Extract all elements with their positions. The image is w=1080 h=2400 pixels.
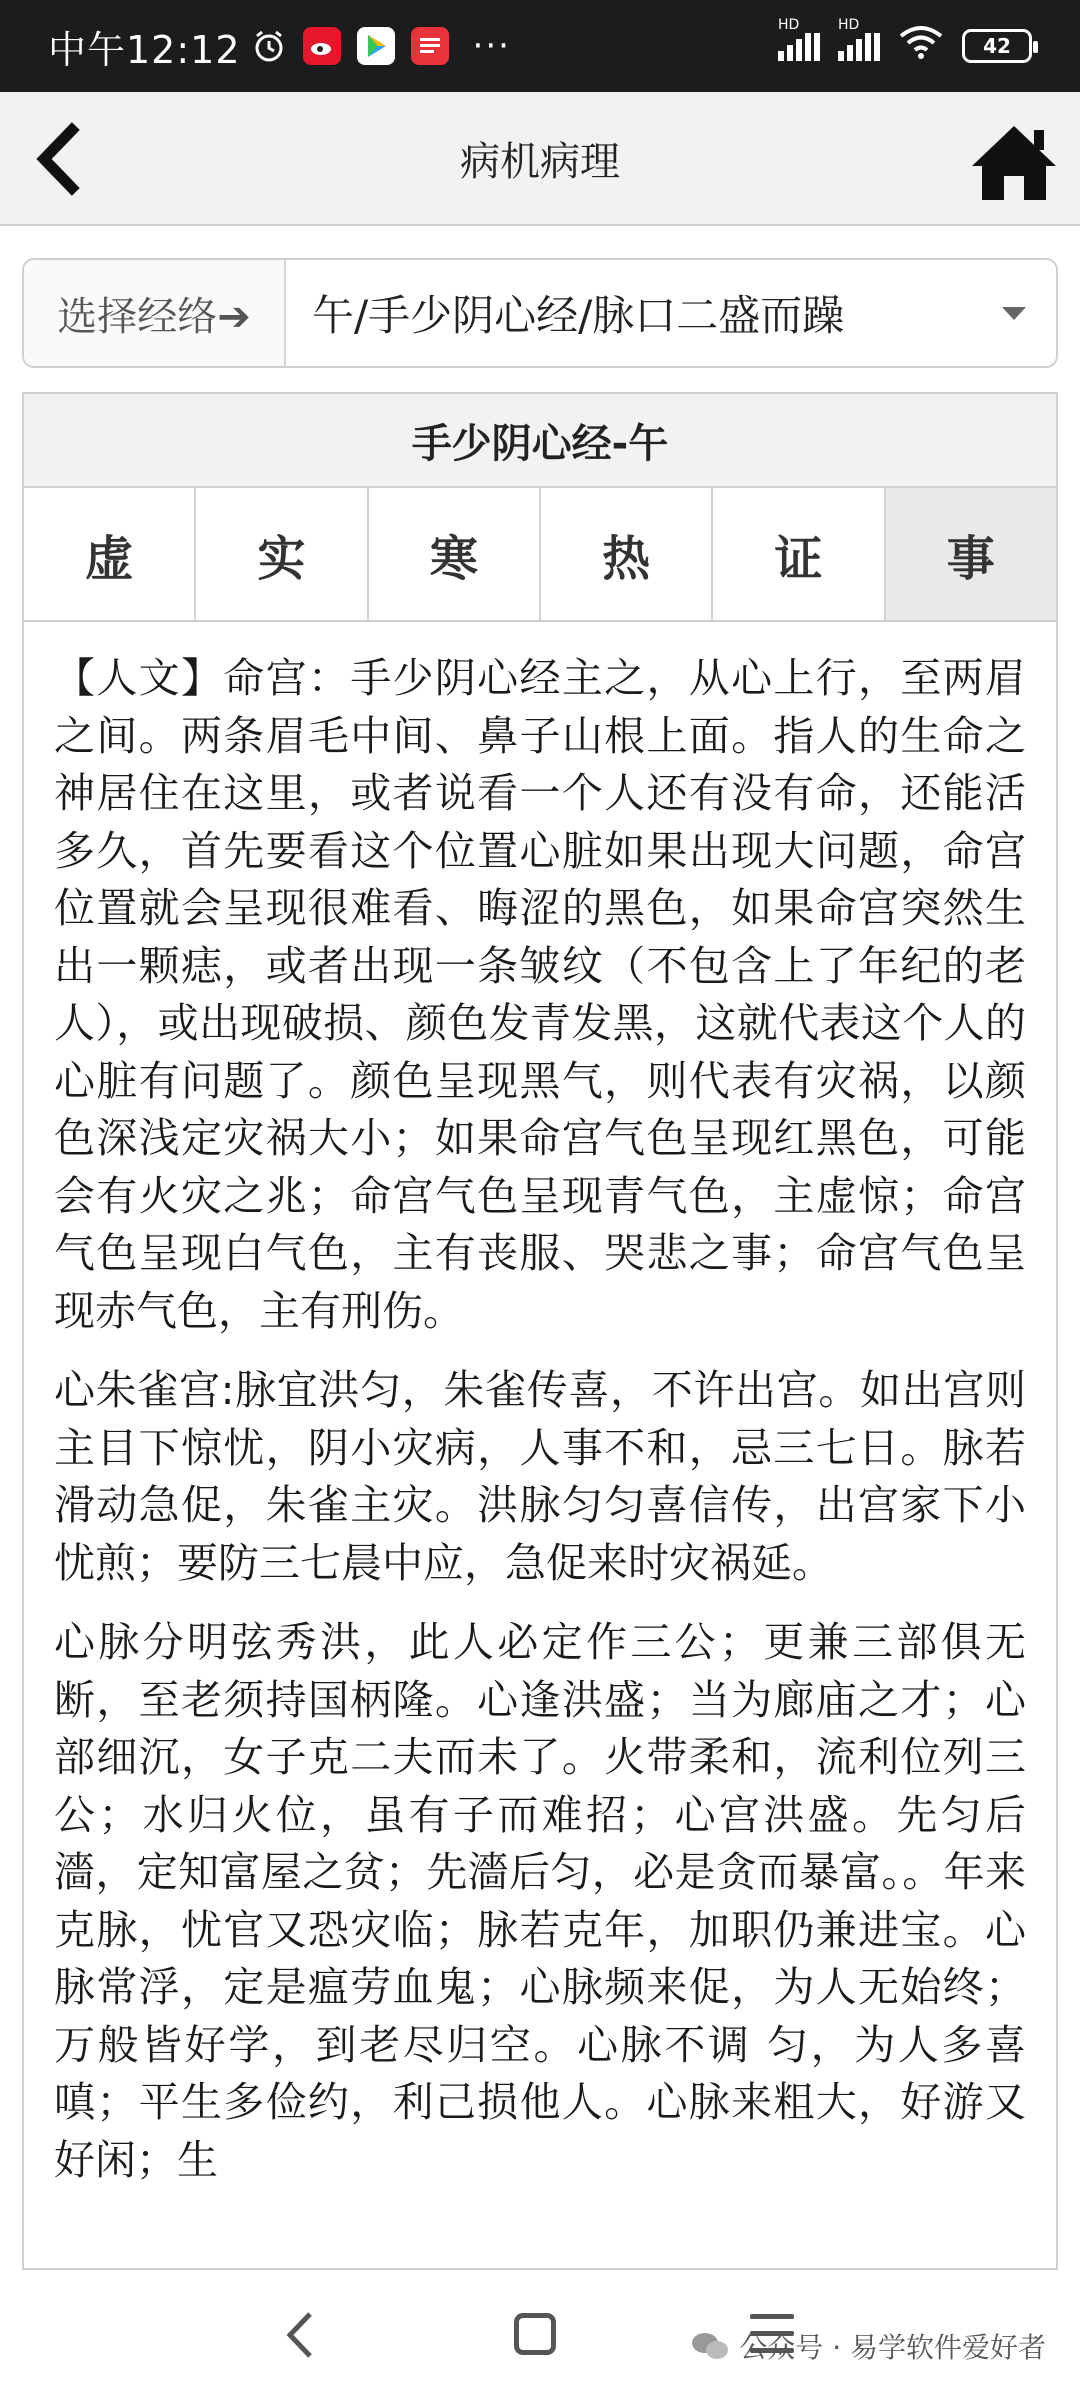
- battery-level: 42: [983, 34, 1011, 58]
- wechat-icon: [691, 2331, 729, 2361]
- select-label: 选择经络➔: [24, 260, 286, 366]
- tab-excess[interactable]: 实: [196, 488, 368, 620]
- home-button[interactable]: [968, 122, 1060, 202]
- nav-home-button[interactable]: [514, 2313, 556, 2355]
- page-title: 病机病理: [460, 138, 620, 185]
- signal-icon: HD: [778, 31, 820, 61]
- tab-bar: [24, 488, 1056, 622]
- content-paragraph: 心朱雀宫:脉宜洪匀，朱雀传喜，不许出宫。如出宫则主目下惊忧，阴小灾病，人事不和，忌三七日。脉若滑动急促，朱雀主灾。洪脉匀匀喜信传，出宫家下小忧煎；要防三七晨中应，急促来时灾祸延。: [54, 1366, 1026, 1587]
- chevron-left-icon: [30, 122, 90, 196]
- tab-heat[interactable]: 热: [541, 488, 713, 620]
- tab-syndrome[interactable]: 证: [713, 488, 885, 620]
- panel-title: 手少阴心经-午: [24, 394, 1056, 488]
- home-icon: [968, 122, 1060, 202]
- watermark: [691, 2326, 1046, 2366]
- battery-icon: [962, 29, 1032, 63]
- tab-affairs[interactable]: 事: [886, 488, 1056, 620]
- alarm-icon: [251, 28, 287, 64]
- content-paragraph: 【人文】命宫：手少阴心经主之，从心上行，至两眉之间。两条眉毛中间、鼻子山根上面。指人的生命之神居住在这里，或者说看一个人还有没有命，还能活多久，首先要看这个位置心脏如果出现大问题，命宫位置就会呈现很难看、晦涩的黑色，如果命宫突然生出一颗痣，或者出现一条皱纹（不包含上了年纪的老人），或出现破损、颜色发青发黑，这就代表这个人的心脏有问题了。颜色呈现黑气，则代表有灾祸，以颜色深浅定灾祸大小；如果命宫气色呈现红黑色，可能会有火灾之兆；命宫气色呈现青气色，主虚惊；命宫气色呈现白气色，主有丧服、哭悲之事；命宫气色呈现赤气色，主有刑伤。: [54, 654, 1026, 1335]
- meridian-panel: [22, 392, 1058, 2270]
- system-nav-bar: [0, 2270, 1080, 2400]
- back-button[interactable]: [30, 122, 90, 196]
- nav-back-icon: [280, 2310, 320, 2360]
- tab-deficiency[interactable]: 虚: [24, 488, 196, 620]
- app-header: [0, 92, 1080, 226]
- more-notifications: ···: [472, 26, 511, 66]
- toutiao-icon: [411, 27, 449, 65]
- signal-icon-2: HD: [838, 31, 880, 61]
- caret-down-icon[interactable]: [1002, 307, 1026, 320]
- select-value[interactable]: 午/手少阴心经/脉口二盛而躁: [312, 291, 845, 340]
- status-time: 中午12:12: [48, 27, 241, 72]
- wifi-icon: [898, 24, 944, 69]
- meridian-select[interactable]: [22, 258, 1058, 368]
- watermark-text: 公众号 · 易学软件爱好者: [739, 2331, 1046, 2364]
- nav-back-button[interactable]: [280, 2310, 320, 2360]
- content-paragraph: 心脉分明弦秀洪，此人必定作三公；更兼三部俱无断，至老须持国柄隆。心逢洪盛；当为廊庙之才；心部细沉，女子克二夫而未了。火带柔和，流利位列三公；水归火位，虽有子而难招；心宫洪盛。先匀后濇，定知富屋之贫；先濇后匀，必是贪而暴富。。年来克脉，忧官又恐灾临；脉若克年，加职仍兼进宝。心脉常浮，定是瘟劳血鬼；心脉频来促，为人无始终；万般皆好学，到老尽归空。心脉不调 匀，为人多喜嗔；平生多俭约，利己损他人。心脉来粗大，好游又好闲；生: [54, 1618, 1026, 2184]
- content-area: [24, 622, 1056, 2189]
- sina-icon: [303, 27, 341, 65]
- tab-cold[interactable]: 寒: [369, 488, 541, 620]
- status-bar: [0, 0, 1080, 92]
- play-store-icon: [357, 27, 395, 65]
